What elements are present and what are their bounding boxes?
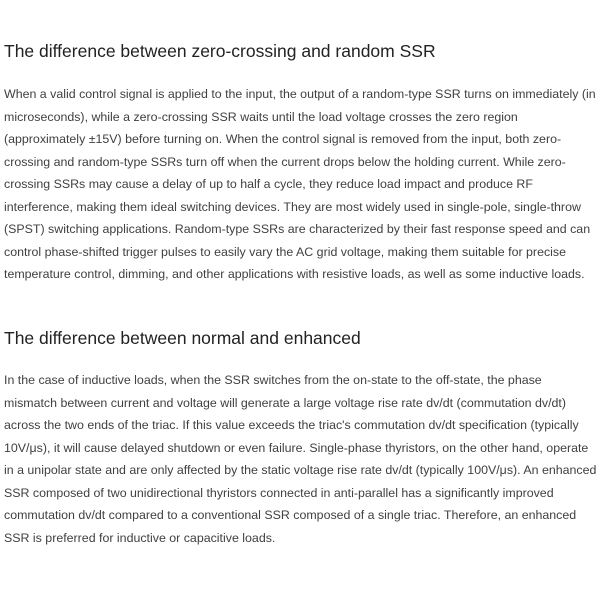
section-heading-zero-crossing-vs-random: The difference between zero-crossing and random SSR — [4, 41, 436, 61]
section-heading-normal-vs-enhanced: The difference between normal and enhanced — [4, 328, 361, 348]
section-paragraph-zero-crossing-vs-random: When a valid control signal is applied to the input, the output of a random-type SSR turns on immediately (in microseconds), while a zero-crossing SSR waits until the load voltage crosses the zero region (approximately ±15V) before turning on. When the control signal is removed from the input, both zero-crossing and random-type SSRs turn off when the current drops below the holding current. While zero-crossing SSRs may cause a delay of up to half a cycle, they reduce load impact and produce RF interference, making them ideal switching devices. They are most widely used in single-pole, single-throw (SPST) switching applications. Random-type SSRs are characterized by their fast response speed and can control phase-shifted trigger pulses to easily vary the AC grid voltage, making them suitable for precise temperature control, dimming, and other applications with resistive loads, as well as some inductive loads. — [4, 87, 596, 281]
section-paragraph-normal-vs-enhanced: In the case of inductive loads, when the SSR switches from the on-state to the off-state, the phase mismatch between current and voltage will generate a large voltage rise rate dv/dt (commutation dv/dt) across the two ends of the triac. If this value exceeds the triac's commutation dv/dt specification (typically 10V/μs), it will cause delayed shutdown or even failure. Single-phase thyristors, on the other hand, operate in a unipolar state and are only affected by the static voltage rise rate dv/dt (typically 100V/μs). An enhanced SSR composed of two unidirectional thyristors connected in anti-parallel has a significantly improved commutation dv/dt compared to a conventional SSR composed of a single triac. Therefore, an enhanced SSR is preferred for inductive or capacitive loads. — [4, 373, 597, 545]
